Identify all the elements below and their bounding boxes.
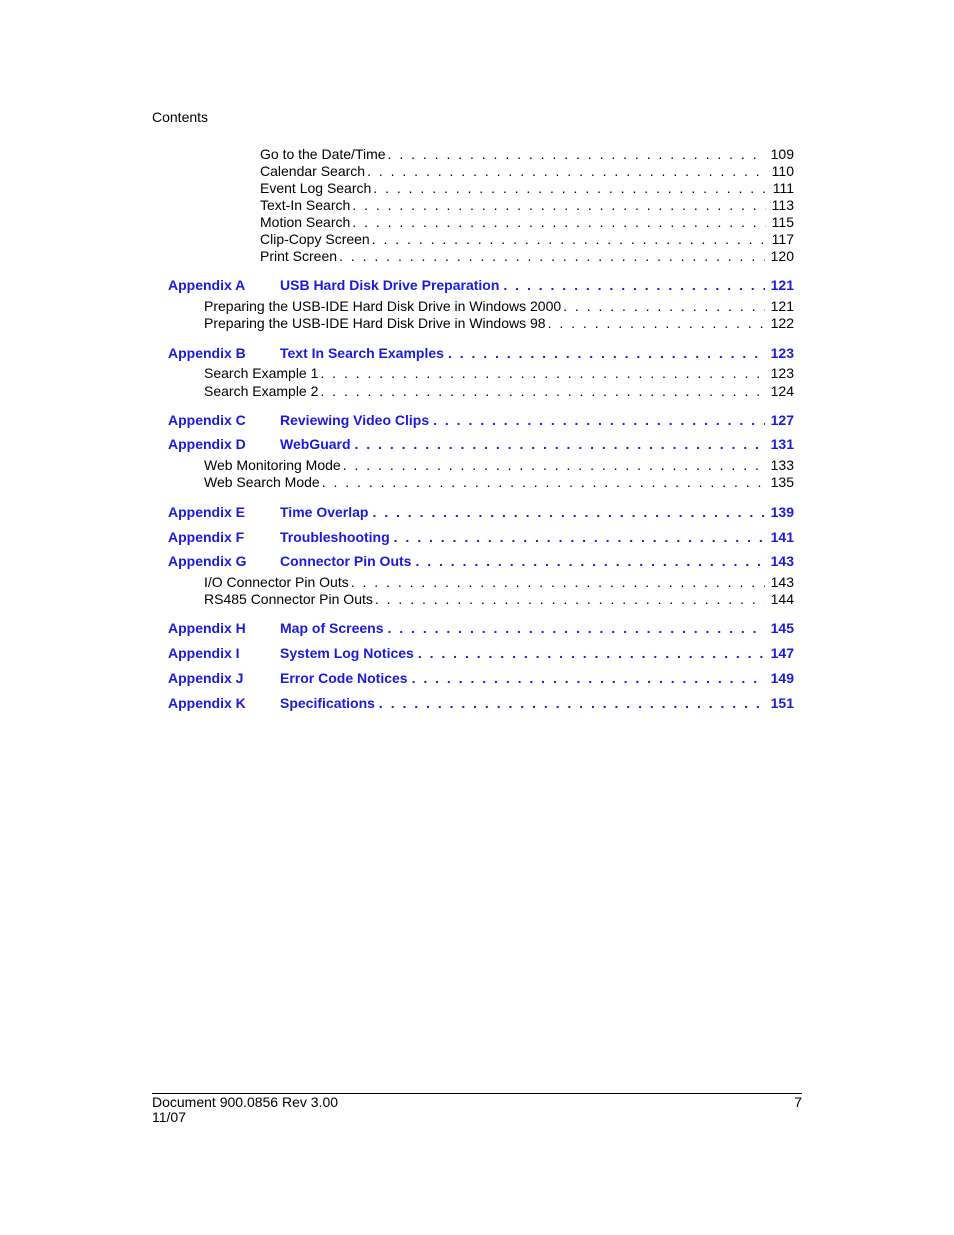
toc-entry-title: Print Screen [260,248,338,264]
toc-entry[interactable] [204,457,794,474]
appendix-title: Troubleshooting [280,529,390,545]
appendix-a-link[interactable] [168,276,794,294]
toc-entry-page: 121 [770,298,794,314]
toc-entry-page: 110 [771,163,794,179]
toc-entry-title: Text-In Search [260,197,351,213]
toc-entry-page: 135 [770,474,794,490]
toc-entry-page: 117 [771,231,794,247]
toc-entry-title: Preparing the USB-IDE Hard Disk Drive in Windows 2000 [204,298,562,314]
toc-entry[interactable] [204,591,794,608]
appendix-d-link[interactable] [168,435,794,453]
toc-entry-title: Web Search Mode [204,474,320,490]
toc-entry-title: Search Example 1 [204,365,319,381]
dot-leader [563,298,765,315]
dot-leader [320,383,764,400]
appendix-title: Time Overlap [280,504,369,520]
appendix-label: Appendix F [168,529,245,545]
appendix-title: Specifications [280,695,375,711]
toc-entry-page: 122 [770,315,794,331]
toc-entry[interactable] [260,248,794,265]
appendix-page: 141 [770,529,794,545]
dot-leader [343,457,765,474]
appendix-i-link[interactable] [168,644,794,662]
toc-entry-page: 133 [770,457,794,473]
dot-leader [418,644,765,662]
footer-date: 11/07 [152,1109,186,1125]
appendix-label: Appendix D [168,436,246,452]
appendix-e-link[interactable] [168,503,794,521]
footer-page-number: 7 [794,1094,802,1110]
appendix-label: Appendix J [168,670,244,686]
toc-entry-title: I/O Connector Pin Outs [204,574,349,590]
appendix-b-link[interactable] [168,344,794,362]
toc-entry-title: Search Example 2 [204,383,319,399]
dot-leader [387,619,764,637]
appendix-c-link[interactable] [168,411,794,429]
dot-leader [339,248,765,265]
dot-leader [379,694,765,712]
appendix-page: 131 [770,436,794,452]
appendix-page: 127 [770,412,794,428]
appendix-h-link[interactable] [168,619,794,637]
dot-leader [352,197,765,214]
appendix-k-link[interactable] [168,694,794,712]
appendix-f-link[interactable] [168,528,794,546]
toc-entry-page: 144 [770,591,794,607]
appendix-label: Appendix G [168,553,247,569]
appendix-label: Appendix K [168,695,246,711]
footer-document-id: Document 900.0856 Rev 3.00 [152,1094,339,1110]
appendix-page: 143 [770,553,794,569]
dot-leader [388,146,765,163]
appendix-label: Appendix B [168,345,246,361]
appendix-g-link[interactable] [168,552,794,570]
toc-entry-title: Motion Search [260,214,351,230]
appendix-title: Error Code Notices [280,670,408,686]
appendix-page: 123 [770,345,794,361]
toc-entry[interactable] [204,365,794,382]
toc-entry-page: 113 [771,197,794,213]
toc-entry-page: 115 [771,214,794,230]
dot-leader [412,669,765,687]
appendix-label: Appendix I [168,645,240,661]
toc-entry[interactable] [260,214,794,231]
dot-leader [322,474,765,491]
toc-entry-page: 109 [770,146,794,162]
toc-entry[interactable] [204,315,794,332]
dot-leader [394,528,765,546]
dot-leader [433,411,765,429]
toc-entry-page: 143 [770,574,794,590]
dot-leader [375,591,765,608]
appendix-page: 147 [770,645,794,661]
appendix-label: Appendix E [168,504,246,520]
dot-leader [448,344,765,362]
appendix-page: 149 [770,670,794,686]
toc-entry-title: Go to the Date/Time [260,146,386,162]
footer-document-info [152,1095,338,1125]
toc-entry-page: 124 [770,383,794,399]
appendix-title: Reviewing Video Clips [280,412,430,428]
appendix-label: Appendix A [168,277,246,293]
toc-entry[interactable] [260,231,794,248]
toc-entry-title: Clip-Copy Screen [260,231,370,247]
toc-entry-title: Calendar Search [260,163,366,179]
toc-entry[interactable] [260,197,794,214]
dot-leader [367,163,766,180]
dot-leader [548,315,765,332]
toc-entry[interactable] [260,180,794,197]
dot-leader [372,231,766,248]
dot-leader [351,574,765,591]
appendix-page: 121 [770,277,794,293]
dot-leader [372,503,764,521]
appendix-title: Connector Pin Outs [280,553,412,569]
toc-entry[interactable] [204,383,794,400]
toc-entry-title: RS485 Connector Pin Outs [204,591,373,607]
toc-entry[interactable] [260,146,794,163]
appendix-title: USB Hard Disk Drive Preparation [280,277,500,293]
toc-entry[interactable] [204,298,794,315]
appendix-page: 145 [770,620,794,636]
appendix-page: 151 [770,695,794,711]
toc-entry-title: Preparing the USB-IDE Hard Disk Drive in Windows 98 [204,315,546,331]
dot-leader [415,552,764,570]
toc-entry[interactable] [260,163,794,180]
dot-leader [352,214,765,231]
toc-entry-page: 123 [770,365,794,381]
appendix-title: System Log Notices [280,645,414,661]
dot-leader [320,365,764,382]
appendix-title: Text In Search Examples [280,345,444,361]
dot-leader [355,435,765,453]
toc-entry[interactable] [204,474,794,491]
page-header-title: Contents [152,109,209,125]
appendix-j-link[interactable] [168,669,794,687]
dot-leader [503,276,764,294]
toc-entry-page: 120 [770,248,794,264]
dot-leader [373,180,766,197]
toc-entry-page: 111 [772,180,794,196]
appendix-title: Map of Screens [280,620,384,636]
appendix-page: 139 [770,504,794,520]
appendix-label: Appendix H [168,620,246,636]
toc-entry[interactable] [204,574,794,591]
toc-entry-title: Event Log Search [260,180,372,196]
toc-entry-title: Web Monitoring Mode [204,457,341,473]
appendix-label: Appendix C [168,412,246,428]
appendix-title: WebGuard [280,436,351,452]
